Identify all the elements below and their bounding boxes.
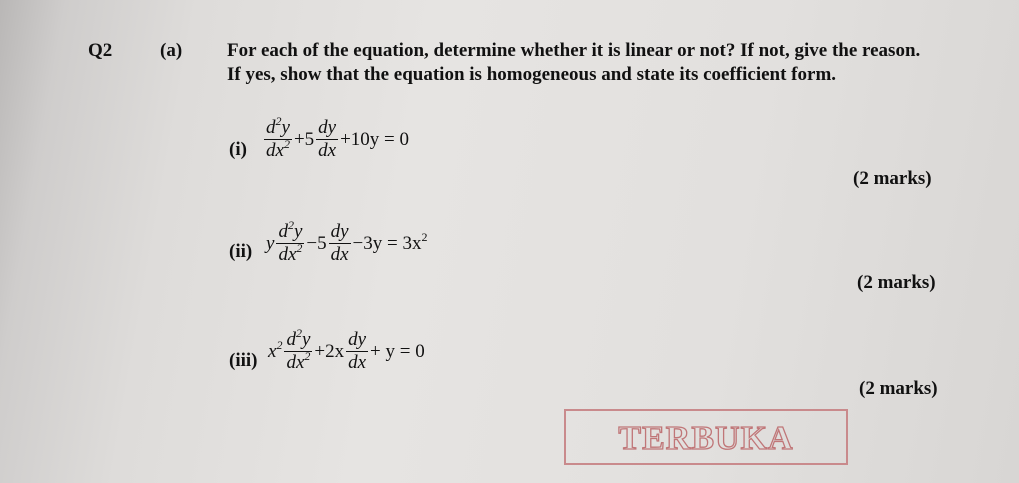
- terbuka-stamp: [564, 409, 848, 465]
- equation-lead: y: [266, 232, 275, 254]
- question-part: (a): [160, 40, 183, 61]
- operator: +2x: [314, 340, 345, 362]
- equation-iii: [268, 326, 425, 373]
- equation-tail: $-3y = 3x^2$: [352, 229, 428, 254]
- second-derivative-fraction: $\frac{d^2y}{dx^2}$: [278, 218, 303, 265]
- stamp-text: TERBUKA: [618, 420, 794, 457]
- instruction-line-2: If yes, show that the equation is homogeneous and state its coefficient form.: [227, 64, 837, 85]
- equation-ii: [266, 218, 428, 265]
- marks-label: (2 marks): [857, 272, 936, 293]
- marks-label: (2 marks): [859, 378, 938, 399]
- question-number: Q2: [88, 40, 113, 61]
- first-derivative-fraction: $\frac{dy}{dx}$: [318, 117, 337, 161]
- item-label: (iii): [229, 350, 258, 371]
- instruction-line-1: For each of the equation, determine whether it is linear or not? If not, give the reason.: [227, 40, 921, 61]
- first-derivative-fraction: $\frac{dy}{dx}$: [330, 221, 349, 265]
- operator: +5: [293, 128, 315, 150]
- second-derivative-fraction: $\frac{d^2y}{dx^2}$: [266, 114, 290, 161]
- equation-tail: +10y = 0: [340, 128, 410, 150]
- equation-i: [262, 114, 410, 161]
- first-derivative-fraction: $\frac{dy}{dx}$: [348, 329, 367, 373]
- operator: −5: [306, 232, 327, 254]
- item-label: (i): [229, 139, 247, 160]
- equation-tail: + y = 0: [370, 340, 425, 362]
- marks-label: (2 marks): [853, 168, 932, 189]
- item-label: (ii): [229, 241, 253, 262]
- second-derivative-fraction: $\frac{d^2y}{dx^2}$: [286, 326, 311, 373]
- equation-lead: $x^2$: [268, 337, 283, 362]
